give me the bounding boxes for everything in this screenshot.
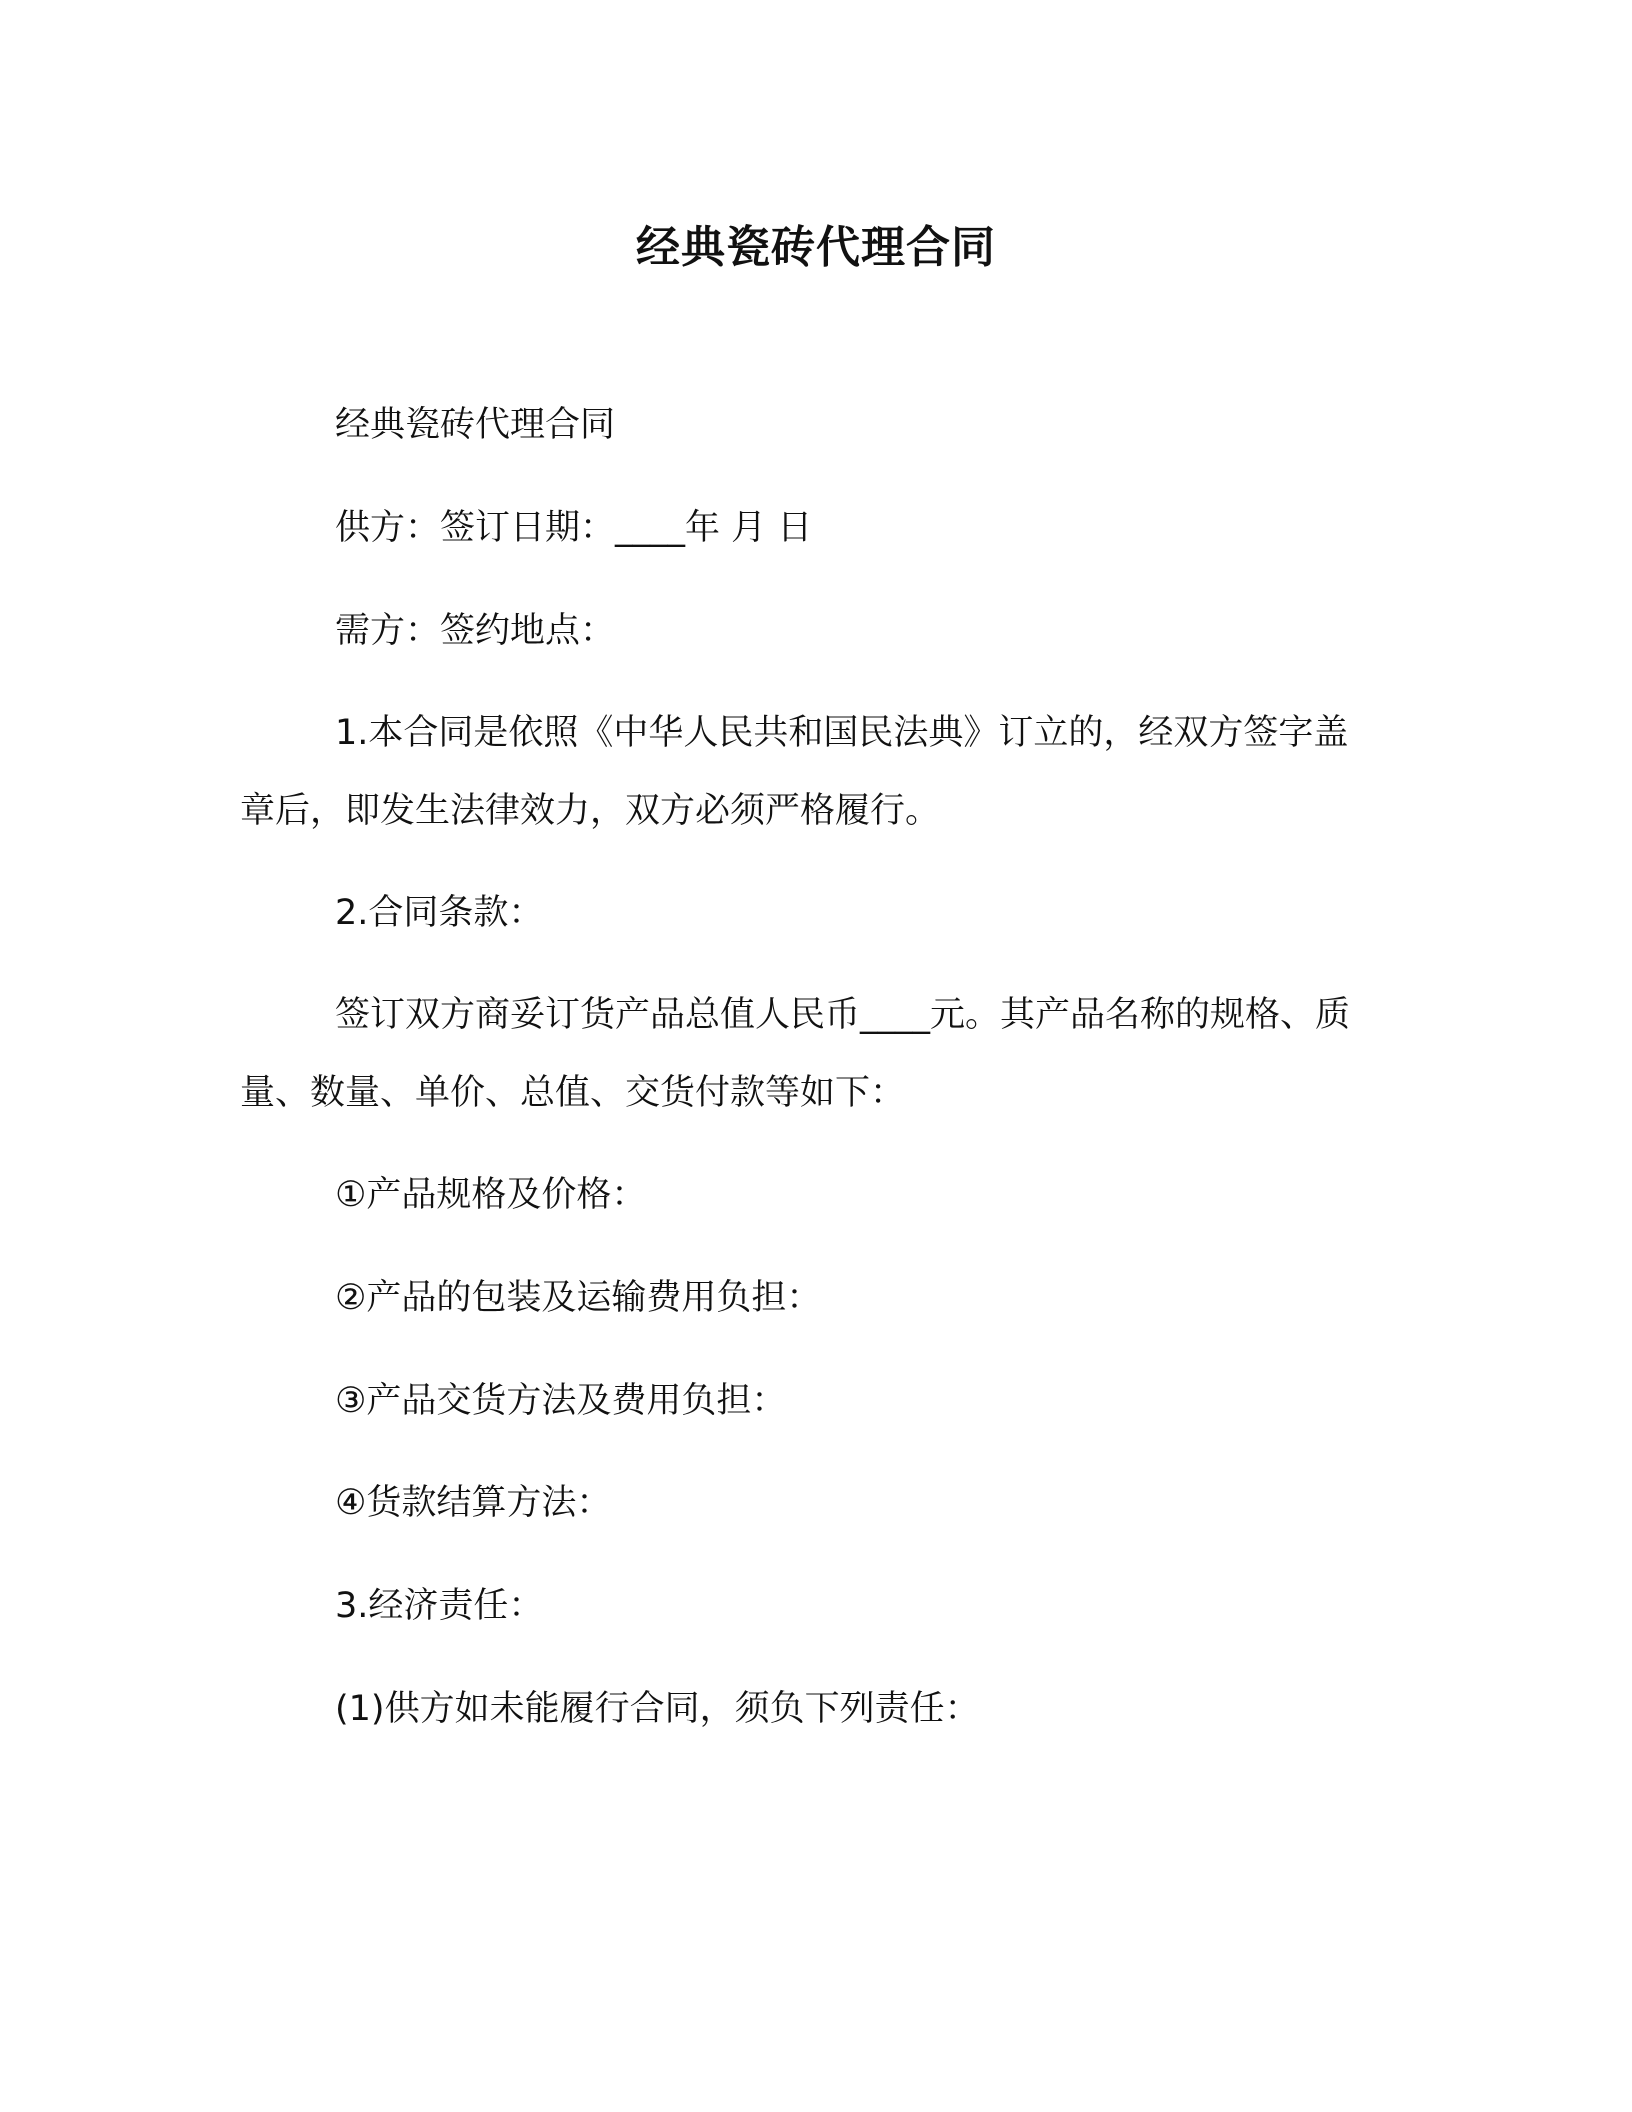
paragraph-item-1: ①产品规格及价格： <box>335 1175 647 1215</box>
paragraph-clause-3: 3.经济责任： <box>335 1586 544 1626</box>
document-title: 经典瓷砖代理合同 <box>636 222 996 273</box>
paragraph-item-2: ②产品的包装及运输费用负担： <box>335 1278 822 1318</box>
paragraph-item-4: ④货款结算方法： <box>335 1483 612 1523</box>
paragraph-liability-1: (1)供方如未能履行合同，须负下列责任： <box>335 1689 980 1729</box>
paragraph-subtitle: 经典瓷砖代理合同 <box>335 405 616 445</box>
paragraph-supplier-date: 供方：签订日期：____年 月 日 <box>335 508 813 548</box>
paragraph-item-3: ③产品交货方法及费用负担： <box>335 1381 787 1421</box>
paragraph-buyer-place: 需方：签约地点： <box>335 611 616 651</box>
paragraph-order-total: 签订双方商妥订货产品总值人民币____元。其产品名称的规格、质量、数量、单价、总值、交货付款等如下： <box>240 995 1351 1113</box>
paragraph-clause-1: 1.本合同是依照《中华人民共和国民法典》订立的，经双方签字盖章后，即发生法律效力，双方必须严格履行。 <box>240 713 1349 831</box>
paragraph-clause-2: 2.合同条款： <box>335 893 544 933</box>
